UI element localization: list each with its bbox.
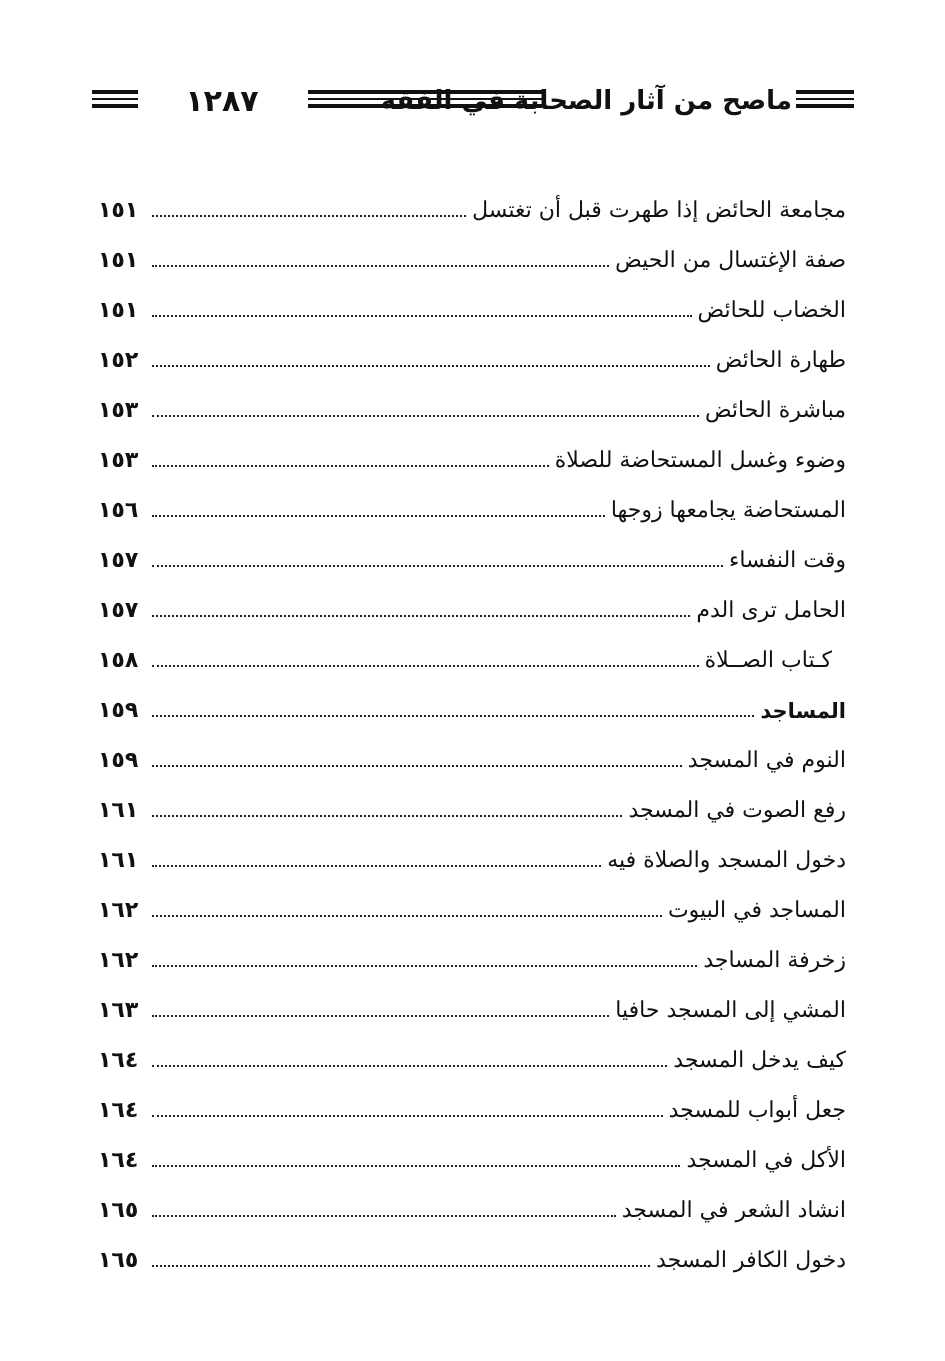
toc-entry-title: رفع الصوت في المسجد [628, 798, 846, 823]
toc-entry-page: ١٥٩ [98, 748, 139, 773]
toc-leader-dots [152, 565, 723, 567]
toc-entry-title: جعل أبواب للمسجد [668, 1098, 846, 1123]
toc-entry [98, 326, 846, 376]
toc-entry [98, 1226, 846, 1276]
toc-entry [98, 1076, 846, 1126]
toc-entry-title: طهارة الحائض [715, 348, 846, 373]
toc-entry-title: مباشرة الحائض [704, 398, 846, 423]
toc-leader-dots [152, 915, 662, 917]
toc-leader-dots [152, 365, 710, 367]
toc-entry [98, 876, 846, 926]
toc-leader-dots [152, 1115, 663, 1117]
toc-entry-title: دخول المسجد والصلاة فيه [607, 848, 846, 873]
toc-leader-dots [152, 1265, 650, 1267]
toc-leader-dots [152, 715, 754, 717]
toc-entry-page: ١٦٤ [98, 1148, 139, 1173]
toc-leader-dots [152, 515, 605, 517]
toc-entry-title: وضوء وغسل المستحاضة للصلاة [554, 448, 846, 473]
toc-leader-dots [152, 665, 699, 667]
toc-entry [98, 776, 846, 826]
toc-entry-page: ١٦٤ [98, 1048, 139, 1073]
toc-entry [98, 626, 846, 676]
toc-entry [98, 676, 846, 726]
toc-entry-page: ١٥١ [98, 198, 139, 223]
toc-entry-page: ١٥٣ [98, 398, 139, 423]
toc-entry-page: ١٥١ [98, 298, 139, 323]
toc-leader-dots [152, 965, 697, 967]
toc-entry-page: ١٦٢ [98, 948, 139, 973]
toc-entry-page: ١٦٢ [98, 898, 139, 923]
toc-leader-dots [152, 265, 609, 267]
toc-entry-page: ١٥٧ [98, 548, 139, 573]
toc-leader-dots [152, 1165, 680, 1167]
toc-entry-title: المساجد [760, 699, 846, 723]
toc-leader-dots [152, 315, 692, 317]
page-header [92, 82, 854, 122]
toc-entry-title: زخرفة المساجد [703, 948, 846, 973]
toc-entry [98, 826, 846, 876]
toc-entry [98, 226, 846, 276]
page-number: ١٢٨٧ [185, 84, 259, 119]
toc-entry-page: ١٥٢ [98, 348, 139, 373]
toc-entry-title: الحامل ترى الدم [696, 598, 846, 623]
toc-entry-title: دخول الكافر المسجد [656, 1248, 846, 1273]
toc-entry [98, 176, 846, 226]
toc-entry-page: ١٦٤ [98, 1098, 139, 1123]
header-rule-left [92, 90, 138, 108]
toc-entry-title: مجامعة الحائض إذا طهرت قبل أن تغتسل [472, 198, 846, 223]
toc-entry-title: الخضاب للحائض [697, 298, 846, 323]
toc-entry-title: المستحاضة يجامعها زوجها [610, 498, 846, 523]
toc-entry-title: كـتاب الصــلاة [704, 648, 832, 673]
toc-entry-page: ١٥٣ [98, 448, 139, 473]
toc-leader-dots [152, 1065, 667, 1067]
toc-entry [98, 426, 846, 476]
toc-entry [98, 1026, 846, 1076]
toc-entry-page: ١٦٣ [98, 998, 139, 1023]
book-title: ماصح من آثار الصحابة في الفقه [380, 86, 792, 116]
toc-leader-dots [152, 815, 622, 817]
toc-leader-dots [152, 1015, 609, 1017]
toc-entry [98, 576, 846, 626]
toc-entry [98, 276, 846, 326]
toc-entry-title: المشي إلى المسجد حافيا [615, 998, 846, 1023]
toc-entry [98, 1126, 846, 1176]
toc-entry-page: ١٦١ [98, 798, 139, 823]
toc-entry-page: ١٥٨ [98, 648, 139, 673]
toc-leader-dots [152, 615, 690, 617]
toc-entry-title: الأكل في المسجد [686, 1148, 846, 1173]
toc-entry [98, 1176, 846, 1226]
toc-entry-title: وقت النفساء [729, 548, 846, 573]
toc-entry-title: المساجد في البيوت [667, 898, 846, 923]
toc-entry-page: ١٦٥ [98, 1248, 139, 1273]
toc-leader-dots [152, 1215, 616, 1217]
toc-entry-page: ١٥٧ [98, 598, 139, 623]
toc-entry [98, 376, 846, 426]
toc-entry-page: ١٥٦ [98, 498, 139, 523]
header-rule-right [796, 90, 854, 108]
toc-entry-title: انشاد الشعر في المسجد [621, 1198, 846, 1223]
toc-entry [98, 476, 846, 526]
toc-entry [98, 926, 846, 976]
toc-leader-dots [152, 215, 466, 217]
toc-entry [98, 526, 846, 576]
toc-leader-dots [152, 865, 601, 867]
toc-leader-dots [152, 415, 699, 417]
toc-entry-page: ١٥١ [98, 248, 139, 273]
toc-entry-page: ١٦١ [98, 848, 139, 873]
toc-entry-page: ١٦٥ [98, 1198, 139, 1223]
toc-leader-dots [152, 765, 682, 767]
toc-entry-page: ١٥٩ [98, 698, 139, 723]
toc-entry-title: النوم في المسجد [687, 748, 846, 773]
toc-leader-dots [152, 465, 549, 467]
toc-entry-title: كيف يدخل المسجد [673, 1048, 846, 1073]
toc-entry [98, 976, 846, 1026]
toc-entry [98, 726, 846, 776]
toc-entry-title: صفة الإغتسال من الحيض [615, 248, 846, 273]
table-of-contents [98, 176, 846, 1276]
